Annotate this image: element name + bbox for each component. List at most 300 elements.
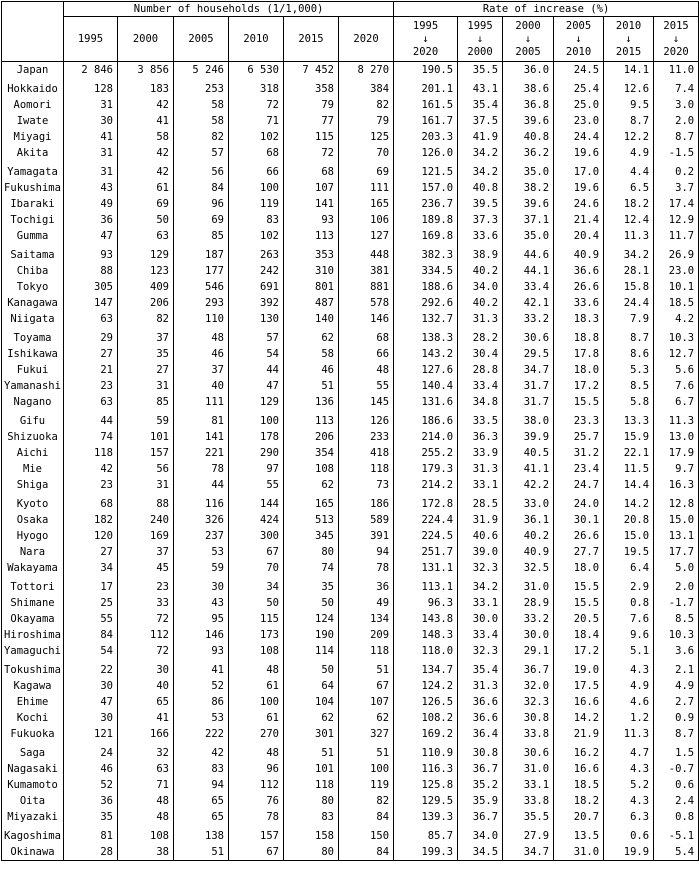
rate-cell: 126.0 — [394, 145, 458, 161]
household-count-cell: 24 — [64, 742, 118, 761]
down-arrow-icon: ↓ — [422, 32, 429, 45]
rate-cell: 5.8 — [604, 394, 654, 410]
household-count-cell: 82 — [174, 129, 229, 145]
household-count-cell: 79 — [339, 113, 394, 129]
household-count-cell: 96 — [229, 761, 284, 777]
prefecture-name: Fukuoka — [2, 726, 64, 742]
table-row — [2, 113, 699, 129]
rate-cell: 42.1 — [503, 295, 554, 311]
rate-cell: 85.7 — [394, 825, 458, 844]
household-count-cell: 63 — [64, 311, 118, 327]
household-count-cell: 392 — [229, 295, 284, 311]
household-count-cell: 81 — [64, 825, 118, 844]
prefecture-name: Gifu — [2, 410, 64, 429]
prefecture-name: Kyoto — [2, 493, 64, 512]
household-count-cell: 51 — [339, 742, 394, 761]
rate-cell: 30.0 — [458, 611, 503, 627]
household-count-cell: 41 — [118, 710, 174, 726]
household-count-cell: 31 — [118, 477, 174, 493]
household-count-cell: 88 — [118, 493, 174, 512]
prefecture-name: Hokkaido — [2, 78, 64, 97]
household-count-cell: 97 — [229, 461, 284, 477]
rate-cell: 188.6 — [394, 279, 458, 295]
household-count-cell: 23 — [64, 477, 118, 493]
rate-cell: 11.0 — [654, 62, 699, 79]
year-header: 2010 — [229, 17, 284, 62]
rate-cell: 35.5 — [503, 809, 554, 825]
household-count-cell: 147 — [64, 295, 118, 311]
household-count-cell: 93 — [174, 643, 229, 659]
household-count-cell: 126 — [339, 410, 394, 429]
prefecture-name: Kochi — [2, 710, 64, 726]
prefecture-name: Aomori — [2, 97, 64, 113]
table-row — [2, 809, 699, 825]
household-count-cell: 52 — [64, 777, 118, 793]
rate-cell: 17.2 — [554, 378, 604, 394]
year-header: 2000 — [118, 17, 174, 62]
household-count-cell: 589 — [339, 512, 394, 528]
household-count-cell: 101 — [284, 761, 339, 777]
rate-cell: 12.4 — [604, 212, 654, 228]
rate-cell: 36.8 — [503, 97, 554, 113]
rate-cell: 6.7 — [654, 394, 699, 410]
rate-cell: 36.3 — [458, 429, 503, 445]
household-count-cell: 48 — [339, 362, 394, 378]
household-count-cell: 114 — [284, 643, 339, 659]
rate-from: 1995 — [467, 19, 493, 32]
year-header: 2005 — [174, 17, 229, 62]
rate-cell: 40.2 — [458, 295, 503, 311]
table-row — [2, 378, 699, 394]
rate-cell: 31.3 — [458, 678, 503, 694]
rate-cell: 11.3 — [604, 726, 654, 742]
household-count-cell: 80 — [284, 544, 339, 560]
household-count-cell: 48 — [174, 327, 229, 346]
table-row — [2, 180, 699, 196]
rate-cell: 4.3 — [604, 761, 654, 777]
rate-cell: 33.0 — [503, 493, 554, 512]
rate-cell: 251.7 — [394, 544, 458, 560]
household-count-cell: 691 — [229, 279, 284, 295]
household-count-cell: 209 — [339, 627, 394, 643]
rate-cell: 201.1 — [394, 78, 458, 97]
household-count-cell: 41 — [64, 129, 118, 145]
rate-cell: 6.3 — [604, 809, 654, 825]
rate-header — [458, 17, 503, 62]
rate-cell: 214.0 — [394, 429, 458, 445]
rate-cell: 8.5 — [604, 378, 654, 394]
household-count-cell: 169 — [118, 528, 174, 544]
rate-cell: 25.0 — [554, 97, 604, 113]
rate-from: 2015 — [663, 19, 689, 32]
table-row — [2, 461, 699, 477]
prefecture-name: Japan — [2, 62, 64, 79]
household-count-cell: 801 — [284, 279, 339, 295]
household-count-cell: 141 — [284, 196, 339, 212]
household-count-cell: 301 — [284, 726, 339, 742]
prefecture-name: Tokushima — [2, 659, 64, 678]
household-count-cell: 51 — [174, 844, 229, 861]
prefecture-name: Iwate — [2, 113, 64, 129]
household-count-cell: 56 — [174, 161, 229, 180]
rate-cell: 18.4 — [554, 627, 604, 643]
table-row — [2, 627, 699, 643]
household-count-cell: 43 — [64, 180, 118, 196]
household-count-cell: 345 — [284, 528, 339, 544]
household-count-cell: 300 — [229, 528, 284, 544]
rate-cell: 33.4 — [458, 627, 503, 643]
table-row — [2, 311, 699, 327]
rate-cell: 15.0 — [604, 528, 654, 544]
rate-cell: 10.3 — [654, 327, 699, 346]
rate-cell: 13.1 — [654, 528, 699, 544]
household-count-cell: 173 — [229, 627, 284, 643]
prefecture-name: Mie — [2, 461, 64, 477]
rate-title: Rate of increase (%) — [394, 2, 699, 17]
household-count-cell: 86 — [174, 694, 229, 710]
household-count-cell: 6 530 — [229, 62, 284, 79]
household-count-cell: 30 — [174, 576, 229, 595]
household-count-cell: 2 846 — [64, 62, 118, 79]
rate-cell: 35.0 — [503, 161, 554, 180]
rate-cell: 28.5 — [458, 493, 503, 512]
year-header: 2015 — [284, 17, 339, 62]
rate-cell: 8.7 — [654, 726, 699, 742]
household-count-cell: 141 — [174, 429, 229, 445]
rate-cell: 0.6 — [604, 825, 654, 844]
table-row — [2, 161, 699, 180]
rate-cell: 35.0 — [503, 228, 554, 244]
household-count-cell: 82 — [339, 97, 394, 113]
rate-cell: 21.9 — [554, 726, 604, 742]
rate-cell: 30.6 — [503, 742, 554, 761]
rate-cell: 40.9 — [554, 244, 604, 263]
prefecture-name: Kagoshima — [2, 825, 64, 844]
prefecture-name: Okinawa — [2, 844, 64, 861]
household-count-cell: 84 — [339, 844, 394, 861]
household-count-cell: 206 — [118, 295, 174, 311]
rate-cell: 140.4 — [394, 378, 458, 394]
rate-cell: 33.8 — [503, 726, 554, 742]
household-count-cell: 128 — [64, 78, 118, 97]
rate-cell: 33.1 — [458, 477, 503, 493]
household-count-cell: 186 — [339, 493, 394, 512]
household-count-cell: 47 — [64, 694, 118, 710]
household-count-cell: 96 — [174, 196, 229, 212]
rate-cell: 28.1 — [604, 263, 654, 279]
rate-cell: 9.6 — [604, 627, 654, 643]
rate-cell: 161.7 — [394, 113, 458, 129]
down-arrow-icon: ↓ — [625, 32, 632, 45]
rate-cell: 35.5 — [458, 62, 503, 79]
rate-cell: 12.8 — [654, 493, 699, 512]
household-count-cell: 222 — [174, 726, 229, 742]
rate-cell: 10.1 — [654, 279, 699, 295]
prefecture-name: Hyogo — [2, 528, 64, 544]
table-row — [2, 659, 699, 678]
rate-cell: 33.4 — [458, 378, 503, 394]
household-count-cell: 305 — [64, 279, 118, 295]
rate-cell: -1.7 — [654, 595, 699, 611]
household-count-cell: 50 — [118, 212, 174, 228]
rate-cell: 39.6 — [503, 196, 554, 212]
table-row — [2, 279, 699, 295]
household-count-cell: 8 270 — [339, 62, 394, 79]
household-count-cell: 129 — [118, 244, 174, 263]
rate-cell: 33.4 — [503, 279, 554, 295]
table-row — [2, 145, 699, 161]
household-count-cell: 242 — [229, 263, 284, 279]
rate-cell: 39.6 — [503, 113, 554, 129]
rate-cell: 36.1 — [503, 512, 554, 528]
rate-cell: 4.9 — [604, 678, 654, 694]
rate-cell: 186.6 — [394, 410, 458, 429]
rate-cell: 18.8 — [554, 327, 604, 346]
table-row — [2, 263, 699, 279]
rate-to: 2020 — [663, 45, 689, 58]
rate-cell: 179.3 — [394, 461, 458, 477]
household-count-cell: 63 — [64, 394, 118, 410]
table-row — [2, 129, 699, 145]
household-count-cell: 51 — [284, 378, 339, 394]
prefecture-name: Aichi — [2, 445, 64, 461]
household-count-cell: 118 — [284, 777, 339, 793]
rate-cell: 20.8 — [604, 512, 654, 528]
household-count-cell: 31 — [64, 97, 118, 113]
household-count-cell: 79 — [284, 97, 339, 113]
rate-cell: 96.3 — [394, 595, 458, 611]
household-count-cell: 27 — [64, 544, 118, 560]
prefecture-name: Miyazaki — [2, 809, 64, 825]
rate-cell: 382.3 — [394, 244, 458, 263]
household-count-cell: 94 — [174, 777, 229, 793]
rate-cell: 125.8 — [394, 777, 458, 793]
household-count-cell: 106 — [339, 212, 394, 228]
rate-cell: 20.4 — [554, 228, 604, 244]
header-group-row — [2, 2, 699, 17]
rate-cell: 14.2 — [604, 493, 654, 512]
prefecture-name: Ishikawa — [2, 346, 64, 362]
household-count-cell: 68 — [229, 145, 284, 161]
rate-cell: 41.1 — [503, 461, 554, 477]
rate-cell: 40.5 — [503, 445, 554, 461]
rate-cell: 124.2 — [394, 678, 458, 694]
rate-cell: 190.5 — [394, 62, 458, 79]
rate-cell: 0.8 — [604, 595, 654, 611]
table-row — [2, 244, 699, 263]
household-count-cell: 78 — [174, 461, 229, 477]
rate-cell: 36.6 — [458, 710, 503, 726]
rate-cell: 25.7 — [554, 429, 604, 445]
household-count-cell: 30 — [64, 678, 118, 694]
rate-cell: 19.5 — [604, 544, 654, 560]
household-count-cell: 448 — [339, 244, 394, 263]
rate-cell: 36.7 — [458, 809, 503, 825]
household-count-cell: 61 — [118, 180, 174, 196]
rate-cell: 0.8 — [654, 809, 699, 825]
household-count-cell: 58 — [174, 97, 229, 113]
household-count-cell: 183 — [118, 78, 174, 97]
household-count-cell: 80 — [284, 793, 339, 809]
rate-cell: 36.6 — [458, 694, 503, 710]
household-count-cell: 68 — [284, 161, 339, 180]
rate-cell: 169.8 — [394, 228, 458, 244]
household-count-cell: 111 — [174, 394, 229, 410]
prefecture-name: Fukui — [2, 362, 64, 378]
household-count-cell: 3 856 — [118, 62, 174, 79]
household-count-cell: 41 — [174, 659, 229, 678]
rate-cell: 2.0 — [654, 113, 699, 129]
rate-cell: 41.9 — [458, 129, 503, 145]
household-count-cell: 49 — [339, 595, 394, 611]
rate-cell: 16.6 — [554, 694, 604, 710]
household-count-cell: 56 — [118, 461, 174, 477]
rate-cell: 199.3 — [394, 844, 458, 861]
rate-cell: 28.2 — [458, 327, 503, 346]
rate-cell: 3.0 — [654, 97, 699, 113]
household-count-cell: 37 — [118, 327, 174, 346]
rate-cell: 36.0 — [503, 62, 554, 79]
header-column-row — [2, 17, 699, 62]
prefecture-name: Nagasaki — [2, 761, 64, 777]
table-row — [2, 445, 699, 461]
household-count-cell: 178 — [229, 429, 284, 445]
household-count-cell: 93 — [64, 244, 118, 263]
household-count-cell: 74 — [284, 560, 339, 576]
rate-cell: 35.9 — [458, 793, 503, 809]
rate-cell: 7.6 — [654, 378, 699, 394]
rate-cell: 27.9 — [503, 825, 554, 844]
rate-cell: 33.8 — [503, 793, 554, 809]
household-count-cell: 52 — [174, 678, 229, 694]
table-row — [2, 512, 699, 528]
household-count-cell: 233 — [339, 429, 394, 445]
household-count-cell: 83 — [174, 761, 229, 777]
household-count-cell: 58 — [174, 113, 229, 129]
household-count-cell: 23 — [64, 378, 118, 394]
table-row — [2, 726, 699, 742]
rate-cell: 32.3 — [458, 560, 503, 576]
prefecture-name: Yamaguchi — [2, 643, 64, 659]
down-arrow-icon: ↓ — [476, 32, 484, 45]
household-count-cell: 112 — [118, 627, 174, 643]
rate-cell: 1.5 — [654, 742, 699, 761]
rate-cell: 33.1 — [458, 595, 503, 611]
table-row — [2, 777, 699, 793]
household-count-cell: 113 — [284, 410, 339, 429]
rate-cell: 134.7 — [394, 659, 458, 678]
rate-cell: 24.0 — [554, 493, 604, 512]
rate-cell: 31.3 — [458, 311, 503, 327]
rate-cell: 31.3 — [458, 461, 503, 477]
rate-cell: 34.0 — [458, 279, 503, 295]
prefecture-name: Akita — [2, 145, 64, 161]
household-count-cell: 35 — [64, 809, 118, 825]
rate-cell: 131.1 — [394, 560, 458, 576]
household-count-cell: 881 — [339, 279, 394, 295]
household-count-cell: 72 — [229, 97, 284, 113]
rate-cell: 8.5 — [654, 611, 699, 627]
prefecture-name: Shizuoka — [2, 429, 64, 445]
household-count-cell: 37 — [118, 544, 174, 560]
household-count-cell: 165 — [339, 196, 394, 212]
prefecture-name: Shimane — [2, 595, 64, 611]
rate-cell: 1.2 — [604, 710, 654, 726]
household-count-cell: 513 — [284, 512, 339, 528]
rate-cell: 3.7 — [654, 180, 699, 196]
household-count-cell: 150 — [339, 825, 394, 844]
rate-cell: 28.8 — [458, 362, 503, 378]
household-count-cell: 55 — [229, 477, 284, 493]
table-row — [2, 196, 699, 212]
household-count-cell: 54 — [229, 346, 284, 362]
household-count-cell: 45 — [118, 560, 174, 576]
household-count-cell: 33 — [118, 595, 174, 611]
household-count-cell: 326 — [174, 512, 229, 528]
rate-cell: 36.4 — [458, 726, 503, 742]
household-count-cell: 95 — [174, 611, 229, 627]
rate-cell: 34.7 — [503, 844, 554, 861]
rate-cell: 33.2 — [503, 611, 554, 627]
household-count-cell: 578 — [339, 295, 394, 311]
rate-from: 2005 — [565, 19, 592, 32]
rate-cell: 6.4 — [604, 560, 654, 576]
rate-to: 2015 — [615, 45, 642, 58]
rate-cell: 14.1 — [604, 62, 654, 79]
rate-cell: 23.4 — [554, 461, 604, 477]
household-count-cell: 253 — [174, 78, 229, 97]
household-count-cell: 57 — [174, 145, 229, 161]
rate-cell: 31.9 — [458, 512, 503, 528]
household-count-cell: 47 — [64, 228, 118, 244]
household-count-cell: 48 — [229, 659, 284, 678]
household-count-cell: 55 — [64, 611, 118, 627]
rate-cell: 113.1 — [394, 576, 458, 595]
rate-cell: 34.2 — [458, 576, 503, 595]
rate-cell: 37.1 — [503, 212, 554, 228]
rate-header — [654, 17, 699, 62]
prefecture-name: Niigata — [2, 311, 64, 327]
prefecture-name: Gumma — [2, 228, 64, 244]
rate-cell: 33.9 — [458, 445, 503, 461]
prefecture-header — [2, 2, 64, 62]
household-count-cell: 113 — [284, 228, 339, 244]
prefecture-name: Ehime — [2, 694, 64, 710]
rate-cell: 14.4 — [604, 477, 654, 493]
table-row — [2, 295, 699, 311]
household-count-cell: 29 — [64, 327, 118, 346]
household-count-cell: 58 — [118, 129, 174, 145]
table-row — [2, 327, 699, 346]
rate-cell: 14.2 — [554, 710, 604, 726]
household-count-cell: 84 — [64, 627, 118, 643]
household-count-cell: 165 — [284, 493, 339, 512]
household-count-cell: 84 — [339, 809, 394, 825]
household-count-cell: 81 — [174, 410, 229, 429]
rate-cell: 18.0 — [554, 362, 604, 378]
household-count-cell: 157 — [229, 825, 284, 844]
household-count-cell: 59 — [174, 560, 229, 576]
prefecture-name: Miyagi — [2, 129, 64, 145]
table-row — [2, 346, 699, 362]
rate-cell: 39.0 — [458, 544, 503, 560]
rate-cell: 13.3 — [604, 410, 654, 429]
table-row — [2, 62, 699, 79]
rate-cell: 5.2 — [604, 777, 654, 793]
household-count-cell: 138 — [174, 825, 229, 844]
household-count-cell: 61 — [229, 710, 284, 726]
household-count-cell: 63 — [118, 761, 174, 777]
